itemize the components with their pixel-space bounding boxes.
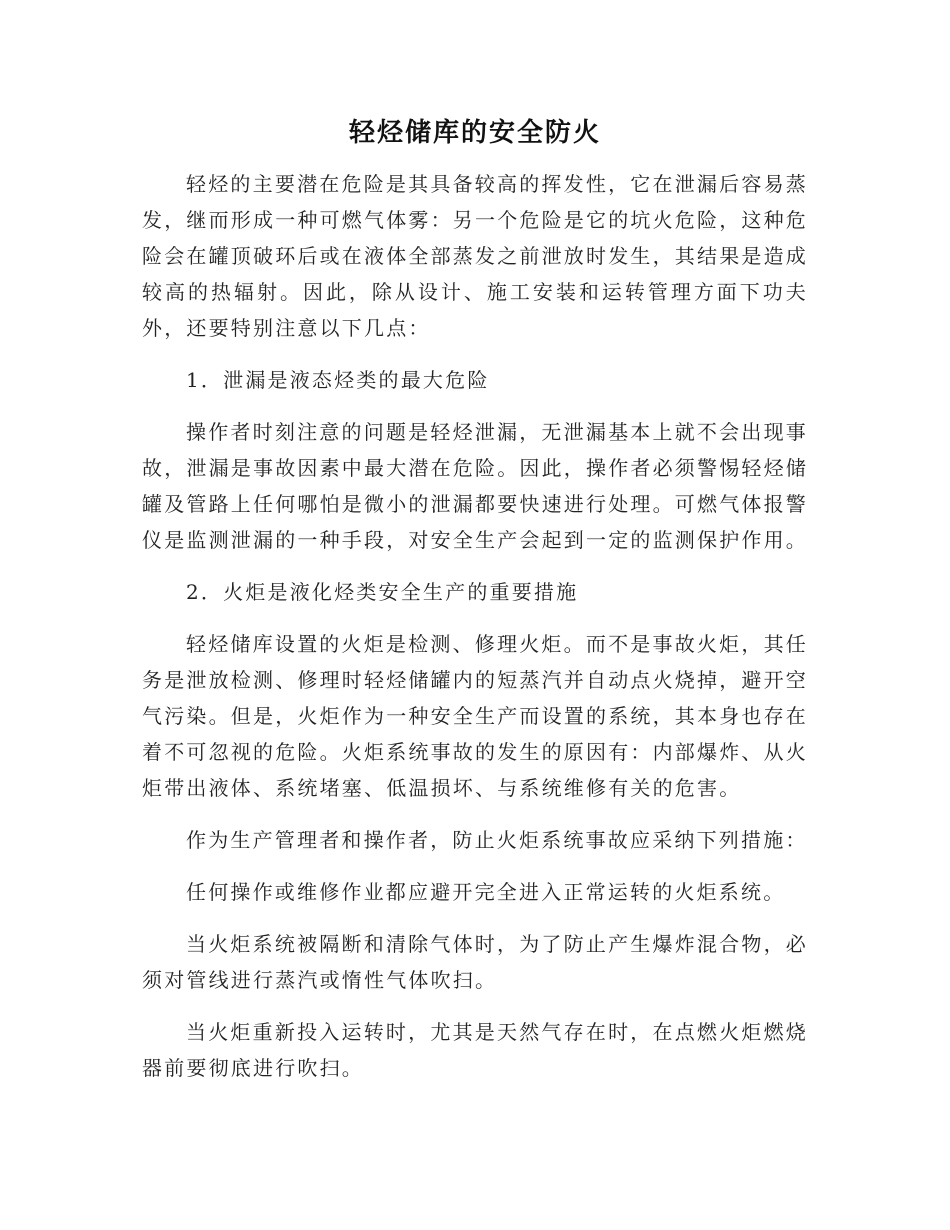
paragraph-flare: 轻烃储库设置的火炬是检测、修理火炬。而不是事故火炬，其任务是泄放检测、修理时轻烃储罐内的短蒸汽并自动点火烧掉，避开空气污染。但是，火炬作为一种安全生产而设置的系统，其本身也存在着不可忽视的危险。火炬系统事故的发生的原因有：内部爆炸、从火炬带出液体、系统堵塞、低温损坏、与系统维修有关的危害。: [142, 632, 808, 800]
paragraph-measure-2: 当火炬系统被隔断和清除气体时，为了防止产生爆炸混合物，必须对管线进行蒸汽或惰性气体吹扫。: [142, 932, 808, 992]
paragraph-leak: 操作者时刻注意的问题是轻烃泄漏，无泄漏基本上就不会出现事故，泄漏是事故因素中最大潜在危险。因此，操作者必须警惕轻烃储罐及管路上任何哪怕是微小的泄漏都要快速进行处理。可燃气体报警仪是监测泄漏的一种手段，对安全生产会起到一定的监测保护作用。: [142, 420, 808, 552]
section-heading-2: 2．火炬是液化烃类安全生产的重要措施: [186, 580, 579, 604]
section-heading-1: 1．泄漏是液态烃类的最大危险: [186, 368, 490, 392]
paragraph-measures-intro: 作为生产管理者和操作者，防止火炬系统事故应采纳下列措施：: [186, 828, 808, 852]
document-title: 轻烃储库的安全防火: [348, 118, 601, 148]
paragraph-intro: 轻烃的主要潜在危险是其具备较高的挥发性，它在泄漏后容易蒸发，继而形成一种可燃气体雾：另一个危险是它的坑火危险，这种危险会在罐顶破环后或在液体全部蒸发之前泄放时发生，其结果是造成较高的热辐射。因此，除从设计、施工安装和运转管理方面下功夫外，还要特别注意以下几点：: [142, 172, 808, 340]
paragraph-measure-3: 当火炬重新投入运转时，尤其是天然气存在时，在点燃火炬燃烧器前要彻底进行吹扫。: [142, 1020, 808, 1080]
document-body: [142, 166, 808, 1086]
paragraph-measure-1: 任何操作或维修作业都应避开完全进入正常运转的火炬系统。: [186, 880, 786, 904]
